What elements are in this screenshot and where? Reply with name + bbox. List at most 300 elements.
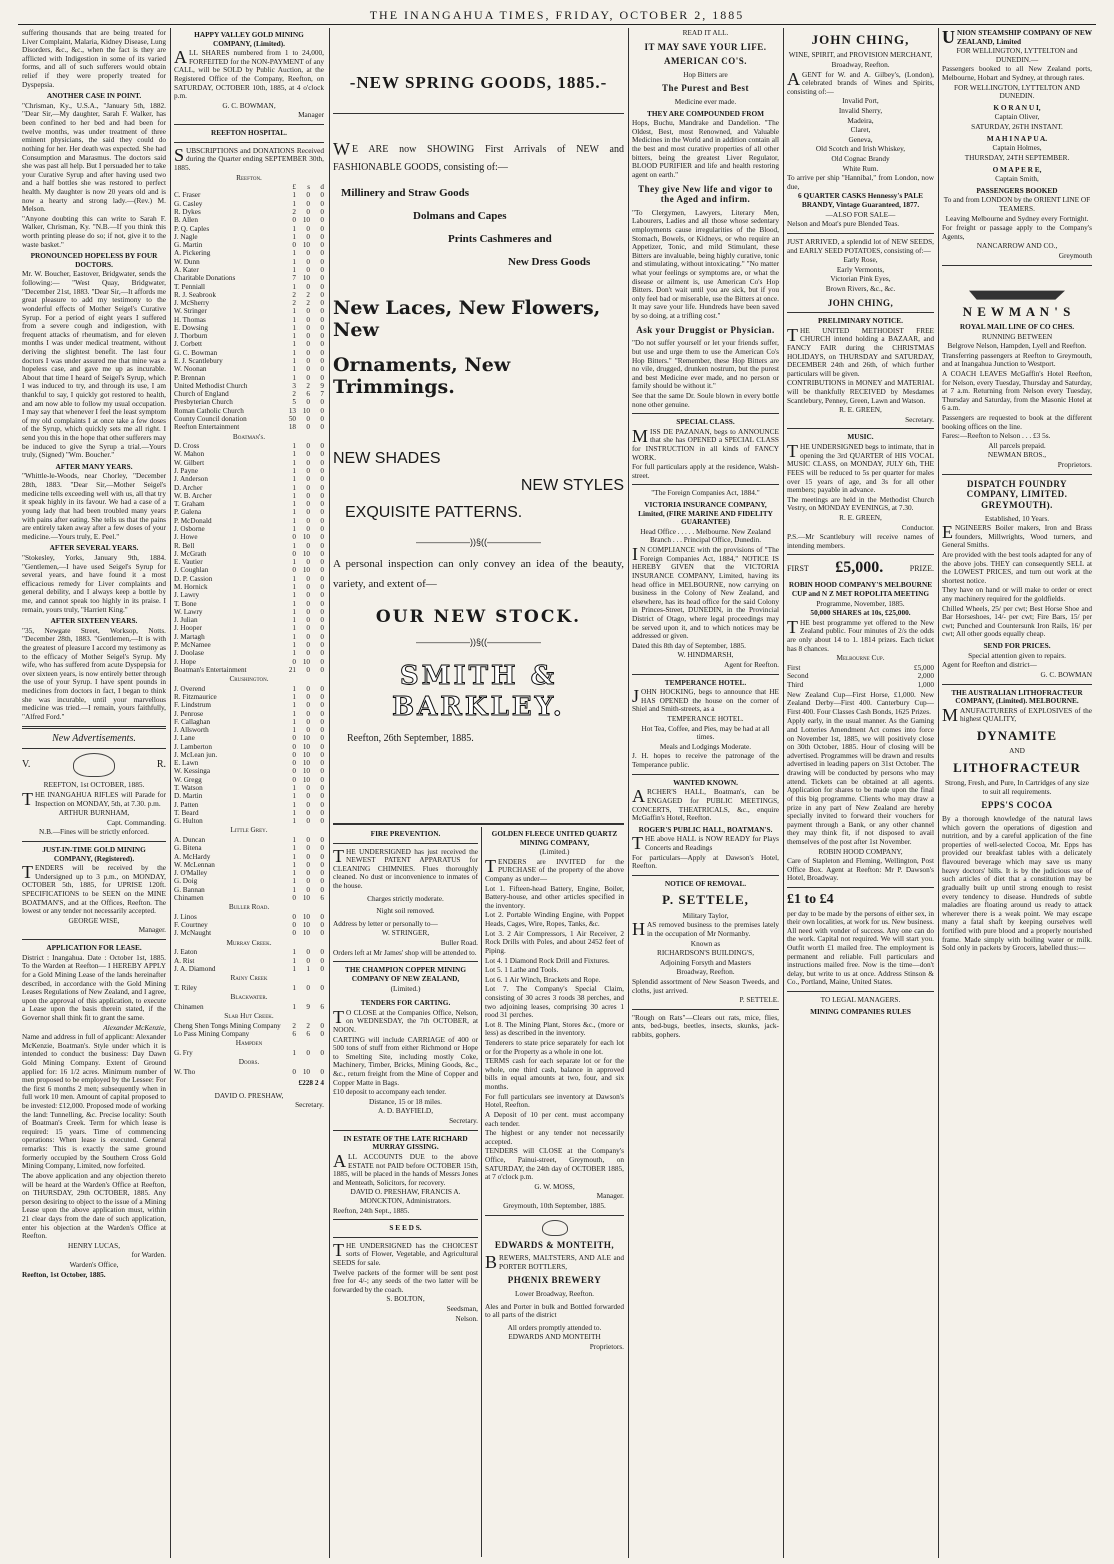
amount: 0 xyxy=(306,808,310,817)
amount: 0 xyxy=(292,921,296,930)
subscription-row xyxy=(174,550,324,558)
notice-text: CONTRIBUTIONS in MONEY and MATERIAL will be thankfully RECEIVED by Mesdames Scantlebury, Penney, Green, Lawn and Watson. xyxy=(787,378,934,405)
subscription-section-title: Buller Road. xyxy=(228,902,270,912)
divider xyxy=(632,1009,779,1010)
amount: 0 xyxy=(306,684,310,693)
heading: EDWARDS & MONTEITH, xyxy=(494,1239,615,1250)
notice-text: Apply early, in the usual manner. As the Gaming and Lotteries Amendment Act comes into force on November 1st, 1885, we will positively close on 30th October, 1885. Hour of closing will be advertised. Programmes will be drawn and results advertised in leading papers on 31st October. The drawing will be conducted by persons who may attend. Tickets can be obtained at all agents. Application for shares to be made upon the final of this big programme. Clients who may draw a prize in any part of New Zealand are hereby specially invited to forward their vouchers for payment through a Bank, or any other channel they may think fit, if not disposed to avail themselves of the post after 1st November. xyxy=(787,716,934,846)
amount: 1 xyxy=(292,964,296,973)
wine-item: Geneva, xyxy=(848,134,873,144)
amount: 10 xyxy=(302,657,310,666)
amount: 0 xyxy=(306,450,310,459)
amount: 0 xyxy=(320,582,324,591)
subscriber-name: W. Gilbert xyxy=(174,458,205,467)
subscription-table xyxy=(174,836,324,902)
ship-name: K O R A N U I, xyxy=(993,102,1041,112)
money-header: s xyxy=(307,183,310,192)
subscription-row xyxy=(174,1030,324,1038)
notice-text: TEMPERANCE HOTEL. xyxy=(667,714,744,724)
subscriber-name: G. Doig xyxy=(174,877,198,886)
subscription-row xyxy=(174,1022,324,1030)
notice-text: CARTING will include CARRIAGE of 400 or 500 tons of stuff from either Richmond or Hope to Smelting Site, including mostly Coke, Machinery, Timber, Bricks, Mining Goods, &c., &c., return freight from the Mine of Copper and Copper Matte in Bags. xyxy=(333,1034,478,1087)
subscriber-name: W. B. Archer xyxy=(174,491,212,500)
amount: 0 xyxy=(306,844,310,853)
amount: 0 xyxy=(306,983,310,992)
column-rule xyxy=(938,28,939,1558)
amount: 0 xyxy=(306,323,310,332)
amount: 0 xyxy=(320,792,324,801)
amount: 0 xyxy=(320,483,324,492)
amount: 0 xyxy=(306,792,310,801)
notice-text: Chilled Wheels, 25/ per cwt; Best Horse Shoe and Bar Horseshoes, 14/- per cwt; Fire Bars, 15/ per cwt; Punched and Countersunk Iron Rails, 16/ per cwt; All other goods equally cheap. xyxy=(942,603,1092,639)
subscriber-name: G. Casley xyxy=(174,199,203,208)
subscription-row xyxy=(174,1003,324,1011)
spring-goods-advert xyxy=(333,140,624,440)
wine-item: Claret, xyxy=(850,125,871,135)
notice-text: Distance, 15 or 18 miles. xyxy=(369,1096,442,1106)
amount: 0 xyxy=(320,1048,324,1057)
subscription-row xyxy=(174,299,324,307)
subscription-row xyxy=(174,624,324,632)
subscriber-name: Cheng Shen Tongs Mining Company xyxy=(174,1021,281,1030)
amount: 1 xyxy=(292,249,296,258)
subscriber-name: P. Q. Caples xyxy=(174,224,210,233)
notice-text: ALL ACCOUNTS DUE to the above ESTATE not PAID before OCTOBER 15th, 1885, will be placed in the hands of Messrs Jones and Menteath, Solicitors, for recovery. xyxy=(333,1150,478,1187)
divider xyxy=(632,774,779,775)
subscriber-name: R. Dykes xyxy=(174,207,201,216)
subscriber-name: D. Cross xyxy=(174,442,200,451)
amount: 0 xyxy=(306,249,310,258)
prize-cell: 2,000 xyxy=(917,671,934,681)
notice-text: Twelve packets of the former will be sent post free for 4/-; any seeds of the two latter will be forwarded by the coach. xyxy=(333,1267,478,1294)
subscription-section-title: Doors. xyxy=(238,1057,260,1067)
potato-item: Brown Rivers, &c., &c. xyxy=(825,283,896,293)
notice-text: N.B.—Fines will be strictly enforced. xyxy=(38,827,150,837)
subscription-row xyxy=(174,525,324,533)
notice-text: Adjoining Forsyth and Masters xyxy=(659,957,751,967)
heading: Medicine ever made. xyxy=(674,97,737,107)
signature-title: Secretary. xyxy=(295,1100,324,1110)
divider xyxy=(787,554,934,555)
amount: 0 xyxy=(320,956,324,965)
signature: ROBIN HOOD COMPANY, xyxy=(818,846,903,856)
amount: 2 xyxy=(292,207,296,216)
subscriber-name: G. Martin xyxy=(174,241,203,250)
heading: N E W M A N ' S xyxy=(962,303,1072,319)
subscription-row xyxy=(174,1068,324,1076)
amount: 0 xyxy=(306,852,310,861)
notice-text: Established, 10 Years. xyxy=(984,513,1050,523)
subscriber-name: J. Patten xyxy=(174,800,199,809)
column-5 xyxy=(787,28,934,1558)
prize-row xyxy=(787,664,934,673)
amount: 0 xyxy=(306,624,310,633)
amount: 0 xyxy=(306,616,310,625)
heading: Ask your Druggist or Physician. xyxy=(636,324,775,335)
amount: 0 xyxy=(320,784,324,793)
subscription-row xyxy=(174,258,324,266)
amount: 0 xyxy=(306,701,310,710)
subscription-row xyxy=(174,390,324,398)
notice-text: THE INANGAHUA RIFLES will Parade for Inspection on MONDAY, 5th, at 7.30. p.m. xyxy=(22,788,166,809)
prize-cell: Third xyxy=(787,679,804,689)
amount: 0 xyxy=(320,750,324,759)
amount: 0 xyxy=(306,365,310,374)
subscription-row xyxy=(174,726,324,734)
divider xyxy=(485,1215,624,1216)
column-1 xyxy=(22,28,166,1558)
amount: 0 xyxy=(306,307,310,316)
amount: 0 xyxy=(320,808,324,817)
signature-title: Secretary. xyxy=(905,414,934,424)
heading: The Purest and Best xyxy=(661,83,750,94)
heading: IT MAY SAVE YOUR LIFE. xyxy=(644,41,767,52)
amount: 10 xyxy=(302,274,310,283)
subscription-row xyxy=(174,649,324,657)
amount: 1 xyxy=(292,475,296,484)
notice-text: FOR WELLINGTON, LYTTELTON AND DUNEDIN. xyxy=(954,82,1080,101)
notice-text: TERMS cash for each separate lot or for the whole, one third cash, balance in approved bills in equal amounts at two, four, and six months. xyxy=(485,1056,624,1092)
wine-item: Madeira, xyxy=(847,115,874,125)
amount: 0 xyxy=(320,836,324,845)
subscriber-name: F. Callaghan xyxy=(174,717,211,726)
wine-item: White Rum. xyxy=(842,163,879,173)
amount: 1 xyxy=(292,541,296,550)
subscriber-name: T. Riley xyxy=(174,983,198,992)
heading: (Limited.) xyxy=(539,847,570,857)
notice-text: Splendid assortment of New Season Tweeds, and cloths, just arrived. xyxy=(632,977,779,995)
signature: G. C. BOWMAN, xyxy=(222,100,276,110)
subscription-row xyxy=(174,200,324,208)
amount: 0 xyxy=(320,591,324,600)
masthead-rule xyxy=(18,24,1096,25)
article-text: Mr. W. Boucher, Eastover, Bridgwater, sends the following:— "West Quay, Bridgwater, "December 21st, 1883. "Dear Sir,—It affords me great pleasure to add my testimony to the wonderful effects of Mother Seigel's Curative Syrup. For a period of eight years I suffered from a severe cough and indigestion, with frequent attacks of rheumatism, and for eleven months I was under medical treatment, without deriving the slightest benefit. The last four doctors I was under assured me that mine was a hopeless case, and gave me up as incurable. About that time I heard of Seigel's Syrup, which I was induced to try, and through its use, I am thankful to say, I quickly got restored to health, and am now able to follow my usual occupation. I may say that whenever I feel the least symptom of my old complaints I at once take a few doses of the Syrup, which quickly sets me all right. I send you this in the hope that other sufferers may be induced to give the Syrup a trial.—Yours truly, (Signed) "Wm. Boucher." xyxy=(22,269,166,460)
heading: (Limited.) xyxy=(390,983,421,993)
date: Reefton, 24th Sept., 1885. xyxy=(333,1205,410,1215)
subscription-section-title: Little Grey. xyxy=(230,825,268,835)
amount: 0 xyxy=(306,224,310,233)
amount: 1 xyxy=(292,784,296,793)
amount: 7 xyxy=(292,274,296,283)
signature: G. W. MOSS, xyxy=(534,1181,575,1191)
notice-text: RICHARDSON'S BUILDING'S, xyxy=(656,948,755,958)
amount: 1 xyxy=(292,684,296,693)
subscriber-name: Lo Pass Mining Company xyxy=(174,1029,250,1038)
signature-title: for Warden. xyxy=(131,1250,166,1260)
amount: 0 xyxy=(292,1067,296,1076)
amount: 0 xyxy=(292,912,296,921)
amount: 0 xyxy=(320,624,324,633)
amount: 6 xyxy=(320,1002,324,1011)
subscription-row xyxy=(174,1049,324,1057)
amount: 0 xyxy=(306,508,310,517)
subscriber-name: Charitable Donations xyxy=(174,274,236,283)
amount: 0 xyxy=(292,216,296,225)
notice-text: 50,000 SHARES at 10s, £25,000. xyxy=(810,608,911,618)
amount: 10 xyxy=(302,566,310,575)
subscription-row xyxy=(174,291,324,299)
amount: 0 xyxy=(306,257,310,266)
prize-cell: First xyxy=(787,662,801,672)
subscriber-name: W. Tho xyxy=(174,1067,196,1076)
column-4 xyxy=(632,28,779,1558)
notice-text: By a thorough knowledge of the natural laws which govern the operations of digestion and nutrition, and by a careful application of the fine properties of well-selected Cocoa, Mr. Epps has provided our breakfast tables with a delicately flavoured beverage which may save us many heavy doctors' bills. It is by the judicious use of such articles of diet that a constitution may be gradually built up until strong enough to resist every tendency to disease. Hundreds of subtle maladies are floating around us ready to attack wherever there is a weak point. We may escape many a fatal shaft by keeping ourselves well fortified with pure blood and a properly nourished frame. Made simply with boiling water or milk. Sold only in packets by Grocers, labelled thus:— xyxy=(942,814,1092,953)
signature: R. E. GREEN, xyxy=(839,405,882,415)
amount: 2 xyxy=(306,1021,310,1030)
notice-text: THE above HALL is NOW READY for Plays Concerts and Readings xyxy=(632,833,779,854)
signature: R. E. GREEN, xyxy=(839,512,882,522)
heading: EPPS'S COCOA xyxy=(981,800,1053,811)
subscription-row xyxy=(174,751,324,759)
amount: 0 xyxy=(320,607,324,616)
amount: 0 xyxy=(306,956,310,965)
subscriber-name: H. Thomas xyxy=(174,315,206,324)
prize-cell: £5,000 xyxy=(913,662,934,672)
subscription-row xyxy=(174,957,324,965)
amount: 0 xyxy=(320,516,324,525)
date: Greymouth, 10th September, 1885. xyxy=(503,1200,606,1210)
notice-text: ARCHER'S HALL, Boatman's, can be ENGAGED for PUBLIC MEETINGS, CONCERTS, THEATRICALS, &c., enquire McGaffin's Hotel, Reefton. xyxy=(632,786,779,823)
amount: 2 xyxy=(292,290,296,299)
amount: 0 xyxy=(320,684,324,693)
amount: 0 xyxy=(320,423,324,432)
column-6 xyxy=(942,28,1092,1558)
subscription-row xyxy=(174,633,324,641)
subscription-row xyxy=(174,459,324,467)
notice-text: SUBSCRIPTIONS and DONATIONS Received during the Quarter ending SEPTEMBER 30th, 1885. xyxy=(174,144,324,172)
advert-line: Prints Cashmeres and xyxy=(448,232,552,245)
heading: AMERICAN CO'S. xyxy=(663,56,747,67)
subscriber-name: A. Duncan xyxy=(174,836,206,845)
heading: They give New life and vigor to the Aged and infirm. xyxy=(638,183,773,205)
signature: W. HINDMARSH, xyxy=(677,650,734,660)
amount: 1 xyxy=(292,582,296,591)
lot-item: Lot 5. 1 Lathe and Tools. xyxy=(485,965,559,975)
amount: 2 xyxy=(292,390,296,399)
subscriber-name: J. McNaught xyxy=(174,929,212,938)
subscriber-name: Chinamen xyxy=(174,1002,204,1011)
prize-row xyxy=(787,681,934,690)
amount: 0 xyxy=(320,767,324,776)
amount: 1 xyxy=(292,525,296,533)
amount: 1 xyxy=(292,467,296,476)
divider xyxy=(333,961,478,962)
heading: ROBIN HOOD COMPANY'S MELBOURNE CUP and N Z MET ROPOLITA MEETING xyxy=(788,580,933,598)
amount: 1 xyxy=(306,964,310,973)
subscription-table xyxy=(174,183,324,431)
ornament-divider: ——————))§((—————— xyxy=(416,636,541,647)
heading: DISPATCH FOUNDRY COMPANY, LIMITED. GREYMOUTH). xyxy=(966,478,1068,510)
subscription-row xyxy=(174,685,324,693)
subscription-row xyxy=(174,216,324,224)
amount: 0 xyxy=(306,483,310,492)
amount: 0 xyxy=(306,948,310,957)
amount: 0 xyxy=(320,232,324,241)
notice-text: per day to be made by the persons of either sex, in their own localities, at work for us. New business. All need with vonder of success. Any one can do the work. Capital not required. We will start you. Outfit worth £1 mailed free. The employment is permanent and reliable. Full particulars and instructions mailed free. Now is the time—don't delay, but write to us at once. Address Stinson & Co., Portland, Maine, United States. xyxy=(787,908,934,987)
signature-title: Seedsman, xyxy=(446,1304,478,1314)
amount: 10 xyxy=(302,533,310,542)
notice-text: Lower Broadway, Reefton. xyxy=(515,1289,594,1299)
divider xyxy=(942,474,1092,475)
subscriber-name: G. Fry xyxy=(174,1048,193,1057)
notice-text: HAS removed business to the premises lately in the occupation of Mr Normanby. xyxy=(632,919,779,940)
amount: 0 xyxy=(306,232,310,241)
amount: 0 xyxy=(320,983,324,992)
subscriber-name: J. Overend xyxy=(174,684,206,693)
amount: 0 xyxy=(320,665,324,674)
coach-and-horses-icon xyxy=(969,270,1065,300)
subscription-row xyxy=(174,861,324,869)
amount: 0 xyxy=(320,860,324,869)
subscription-row xyxy=(174,382,324,390)
amount: 2 xyxy=(306,381,310,390)
subscription-list xyxy=(174,174,324,1076)
amount: 1 xyxy=(292,800,296,809)
prize-amount: £5,000. xyxy=(835,559,884,577)
potato-item: Victorian Pink Eyes, xyxy=(830,274,891,284)
subscription-row xyxy=(174,307,324,315)
heading: THEY ARE COMPOUNDED FROM xyxy=(646,108,765,118)
subscription-row xyxy=(174,249,324,257)
column-rule xyxy=(481,827,482,1557)
notice-text: For particulars—Apply at Dawson's Hotel, Reefton. xyxy=(632,852,779,871)
amount: 1 xyxy=(292,649,296,658)
amount: 2 xyxy=(292,1021,296,1030)
heading: PASSENGERS BOOKED xyxy=(976,185,1058,195)
advert-line: NEW STYLES xyxy=(520,476,624,494)
subscriber-name: A. Rist xyxy=(174,956,195,965)
amount: 0 xyxy=(320,450,324,459)
signature: ARTHUR BURNHAM, xyxy=(58,808,130,818)
subscriber-name: United Methodist Church xyxy=(174,381,248,390)
notice-date: REEFTON, 1st OCTOBER, 1885. xyxy=(43,780,145,790)
notice-text: A Deposit of 10 per cent. must accompany each tender. xyxy=(485,1109,624,1128)
notice-text: Broadway, Reefton. xyxy=(831,59,890,69)
heading: VICTORIA INSURANCE COMPANY, Limited, (FIRE MARINE AND FIDELITY GUARANTEE) xyxy=(638,500,773,527)
prize-label: FIRST xyxy=(787,564,809,574)
subscription-row xyxy=(174,450,324,458)
article-text: "Whittle-le-Woods, near Chorley, "December 28th, 1883. "Dear Sir,—Mother Seigel's medicine tells exceeding well with us, all that try it speak highly in its favour. We had a case of a young lady that had been troubled many years with pains after eating. She tells us that the pains are entirely taken away after a few doses of your medicine.—Yours truly, E. Peel." xyxy=(22,471,166,541)
column-rule xyxy=(329,28,330,1558)
notice-text: TENDERS will CLOSE at the Company's Office, Painui-street, Greymouth, on SATURDAY, the 24th day of OCTOBER 1885, at 7 o'clock p.m. xyxy=(485,1146,624,1182)
notice-text: TENDERS are INVITED for the PURCHASE of the property of the above Company as under— xyxy=(485,855,624,884)
ship-name: O M A P E R E, xyxy=(992,164,1042,174)
amount: 0 xyxy=(306,800,310,809)
amount: 0 xyxy=(320,549,324,558)
subscriber-name: F. Lindstrum xyxy=(174,701,211,710)
subscription-row xyxy=(174,233,324,241)
shades-advert xyxy=(333,450,624,750)
subscription-row xyxy=(174,591,324,599)
advert-big-line: New Laces, New Flowers, New xyxy=(333,296,601,342)
amount: 0 xyxy=(320,921,324,930)
amount: 2 xyxy=(306,290,310,299)
subscriber-name: P. McNamee xyxy=(174,640,211,649)
heading: JOHN CHING, xyxy=(811,32,910,47)
signature-title: Secretary. xyxy=(449,1116,478,1126)
subscriber-name: M. Hornick xyxy=(174,582,208,591)
subscription-table xyxy=(174,984,324,992)
amount: 0 xyxy=(320,885,324,894)
amount: 1 xyxy=(292,357,296,366)
heading: APPLICATION FOR LEASE. xyxy=(46,943,142,953)
amount: 0 xyxy=(292,894,296,903)
amount: 0 xyxy=(320,1021,324,1030)
money-header: d xyxy=(320,183,324,192)
divider xyxy=(174,142,324,143)
subscription-row xyxy=(174,374,324,382)
amount: 0 xyxy=(320,365,324,374)
signature: DAVID O. PRESHAW, xyxy=(214,1090,284,1100)
amount: 1 xyxy=(292,508,296,517)
potato-item: Early Vermonts, xyxy=(836,264,885,274)
amount: 0 xyxy=(306,332,310,341)
amount: 0 xyxy=(320,315,324,324)
amount: 0 xyxy=(306,784,310,793)
heading: TEMPERANCE HOTEL. xyxy=(664,677,747,687)
notice-text: JOHN HOCKING, begs to announce that HE HAS OPENED the house on the corner of Shiel and Smith-streets, as a xyxy=(632,686,779,714)
amount: 0 xyxy=(320,533,324,542)
signature: W. STRINGER, xyxy=(381,928,430,938)
amount: 1 xyxy=(292,726,296,735)
subscriber-name: T. Penniall xyxy=(174,282,206,291)
amount: 0 xyxy=(320,717,324,726)
amount: 0 xyxy=(306,709,310,718)
signature-title: Manager xyxy=(298,110,324,120)
subscriber-name: G. Bitena xyxy=(174,844,202,853)
subscriber-name: F. Courtney xyxy=(174,921,208,930)
subscriber-name: J. McGrath xyxy=(174,549,207,558)
amount: 0 xyxy=(292,750,296,759)
subscription-row xyxy=(174,566,324,574)
subscription-row xyxy=(174,316,324,324)
amount: 0 xyxy=(320,525,324,533)
subscriber-name: Presbyterian Church xyxy=(174,398,233,407)
divider xyxy=(632,413,779,414)
notice-text: All orders promptly attended to. xyxy=(507,1322,602,1332)
amount: 0 xyxy=(320,282,324,291)
subscriber-name: J. A. Diamond xyxy=(174,964,216,973)
subscription-row xyxy=(174,801,324,809)
amount: 1 xyxy=(292,558,296,567)
ship-date: SATURDAY, 26TH INSTANT. xyxy=(971,122,1063,132)
divider xyxy=(22,726,166,729)
amount: 1 xyxy=(292,616,296,625)
subscription-row xyxy=(174,415,324,423)
notice-text: "The Foreign Companies Act, 1884." xyxy=(651,488,760,498)
section-title: New Advertisements. xyxy=(52,732,136,744)
heading: Hop Bitters are xyxy=(683,69,728,79)
amount: 0 xyxy=(306,467,310,476)
notice-text: Nelson and Moat's pure Blended Teas. xyxy=(787,219,900,229)
heading: AFTER SIXTEEN YEARS. xyxy=(50,616,138,626)
amount: 0 xyxy=(320,348,324,357)
article-text: "Anyone doubting this can write to Sarah F. Walker, Chrisman, Ky. "N.B.—If you think this worth printing please do so; if not, give it to the waste basket." xyxy=(22,213,166,249)
amount: 0 xyxy=(306,348,310,357)
amount: 0 xyxy=(306,885,310,894)
amount: 0 xyxy=(320,290,324,299)
notice-text: Charges strictly moderate. xyxy=(367,893,444,903)
advert-firm: SMITH & BARKLEY. xyxy=(392,661,565,723)
divider xyxy=(333,1219,478,1220)
notice-text: They have on hand or will make to order or erect any machinery required for the goldfields. xyxy=(942,585,1092,604)
subscription-section-title: Crushington. xyxy=(229,674,269,684)
notice-text: ALL SHARES numbered from 1 to 24,000, FORFEITED for the NON-PAYMENT of any CALL, will be SOLD by Public Auction, at the Registered Office of the Company, Reefton, on SATURDAY, OCTOBER 10th, 1885, at 4 o'clock p.m. xyxy=(174,47,324,101)
amount: 0 xyxy=(306,475,310,484)
notice-text: THE UNDERSIGNED begs to intimate, that in opening the 3rd QUARTER of HIS VOCAL MUSIC CLASS, on MONDAY, JULY 6th, THE FEES will be reduced to 5s per quarter for males over 15 years of age, and 3s for all other members; payable in advance. xyxy=(787,441,934,495)
heading: AFTER SEVERAL YEARS. xyxy=(49,543,139,553)
amount: 0 xyxy=(320,257,324,266)
